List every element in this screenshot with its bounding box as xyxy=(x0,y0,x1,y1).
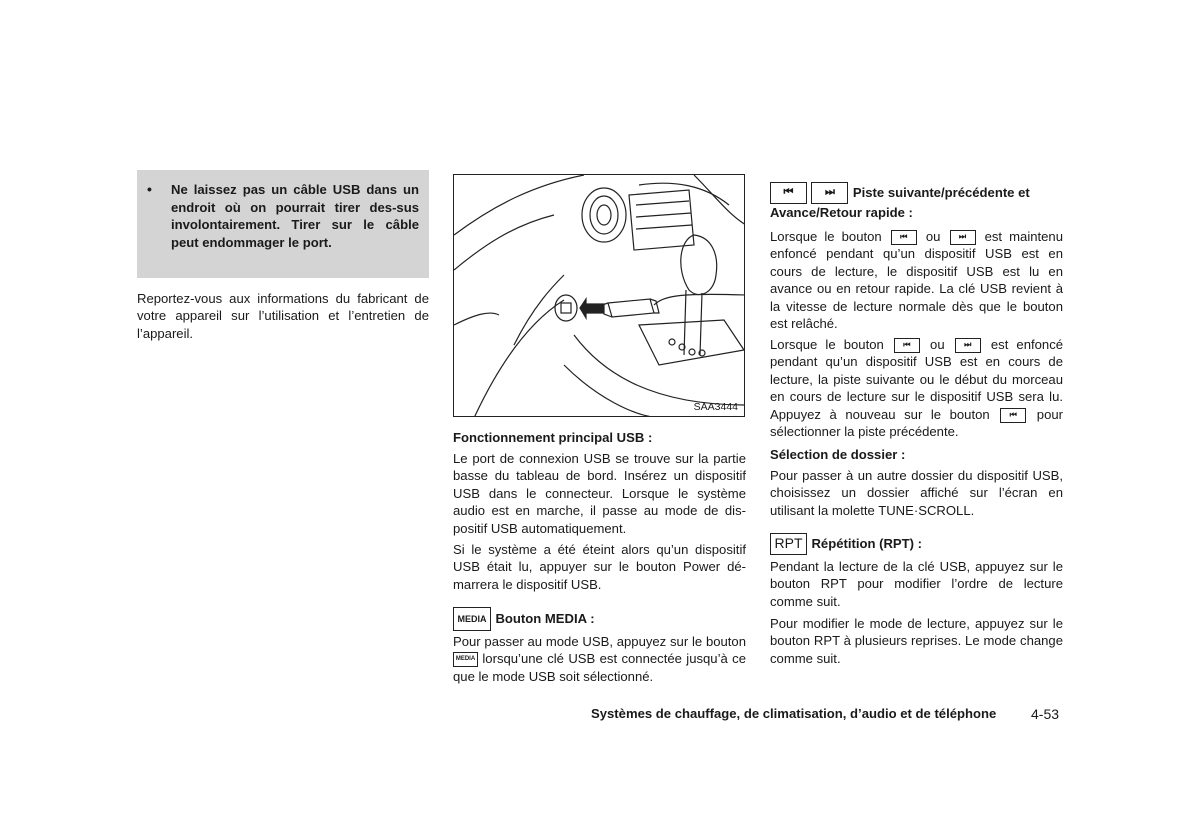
next-track-icon-inline: ⏭ xyxy=(955,338,981,353)
previous-track-icon-inline: ⏮ xyxy=(891,230,917,245)
next-track-icon-inline: ⏭ xyxy=(950,230,976,245)
seek-paragraph xyxy=(770,228,1063,332)
media-heading-row xyxy=(453,607,746,631)
repeat-paragraph-2: Pour modifier le mode de lecture, appuyez sur le bouton RPT à plusieurs reprises. Le mode change comme suit. xyxy=(770,616,1063,666)
skip-paragraph-or: ou xyxy=(930,337,945,352)
skip-paragraph-middle: est enfoncé pendant qu’un dispositif USB est en cours de lecture, la piste suivante ou le début du morceau en cours de lecture sur le dispositif USB sera lu. xyxy=(770,337,1064,405)
track-heading-row xyxy=(770,182,1063,222)
next-track-icon: ⏭ xyxy=(811,182,848,204)
skip-paragraph xyxy=(770,336,1063,440)
repeat-paragraph-1: Pendant la lecture de la clé USB, appuyez sur le bouton RPT pour modifier l’ordre de lecture comme suit. xyxy=(770,559,1063,609)
section-title-footer: Systèmes de chauffage, de climatisation, d’audio et de téléphone xyxy=(591,706,997,721)
figure-code: SAA3444 xyxy=(693,401,738,413)
media-button-icon-inline: MEDIA xyxy=(453,652,478,667)
previous-track-icon-inline: ⏮ xyxy=(1000,408,1026,423)
rpt-button-icon: RPT xyxy=(770,533,807,555)
seek-paragraph-or: ou xyxy=(925,229,941,244)
seek-paragraph-end: est maintenu enfoncé pendant qu’un dispositif USB est en cours de lecture, le dispositif USB est lu en avance ou en retour rapide. La clé USB revient à la vitesse de lecture normale dès que le bouton est relâché. xyxy=(770,229,1063,332)
media-paragraph-end: lorsqu’une clé USB est connectée jusqu’à ce que le mode USB soit sélectionné. xyxy=(453,651,746,684)
media-paragraph xyxy=(453,633,746,685)
previous-track-icon: ⏮ xyxy=(770,182,807,204)
skip-paragraph-end: pour sélectionner la piste précédente. xyxy=(770,406,1064,440)
skip-paragraph-start: Lorsque le bouton xyxy=(770,337,884,352)
track-heading: Piste suivante/précédente et Avance/Retour rapide : xyxy=(770,185,1030,220)
page-number: 4-53 xyxy=(1031,706,1060,722)
media-heading: Bouton MEDIA : xyxy=(495,611,595,627)
usb-operation-heading: Fonctionnement principal USB : xyxy=(453,430,653,445)
warning-text: Ne laissez pas un câble USB dans un endroit où on pourrait tirer des-sus involontairement. Tirer sur le câble peut endommager le port. xyxy=(171,182,419,250)
folder-paragraph: Pour passer à un autre dossier du dispositif USB, choisissez un dossier affiché sur l’écran en utilisant la molette TUNE·SCROLL. xyxy=(770,468,1063,518)
media-paragraph-start: Pour passer au mode USB, appuyez sur le bouton xyxy=(453,634,746,649)
folder-heading: Sélection de dossier : xyxy=(770,447,906,462)
previous-track-icon-inline: ⏮ xyxy=(894,338,920,353)
repeat-heading: Répétition (RPT) : xyxy=(811,536,923,552)
usb-operation-paragraph: Le port de connexion USB se trouve sur la partie basse du tableau de bord. Insérez un dispositif USB dans le connecteur. Lorsque le système audio est en marche, il passe au mode de dis-positif USB automatiquement. xyxy=(453,451,746,536)
media-button-icon: MEDIA xyxy=(453,607,491,631)
repeat-heading-row xyxy=(770,533,1063,555)
usb-power-paragraph: Si le système a été éteint alors qu’un dispositif USB était lu, appuyer sur le bouton Power dé-marrera le dispositif USB. xyxy=(453,542,746,592)
warning-bullet: • xyxy=(147,181,152,197)
usb-port-illustration xyxy=(453,174,745,417)
seek-paragraph-start: Lorsque le bouton xyxy=(770,229,882,244)
manufacturer-info-paragraph: Reportez-vous aux informations du fabricant de votre appareil sur l’utilisation et l’entretien de l’appareil. xyxy=(137,291,429,341)
skip-paragraph-press-again: Appuyez à nouveau sur le bouton xyxy=(770,406,990,422)
